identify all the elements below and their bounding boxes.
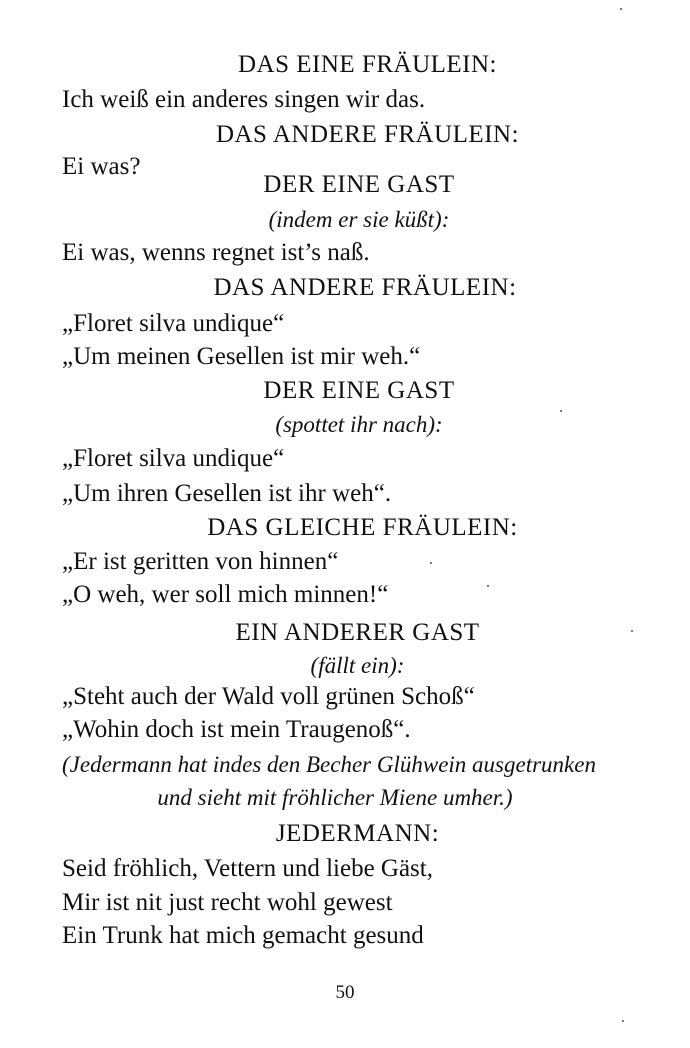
verse-line: „Wohin doch ist mein Traugenoß“. <box>62 716 411 743</box>
verse-line: Ei was? <box>62 153 141 180</box>
verse-line: Ein Trunk hat mich gemacht gesund <box>62 922 424 949</box>
verse-line: „Steht auch der Wald voll grünen Schoß“ <box>62 683 475 710</box>
speaker-heading: DAS ANDERE FRÄULEIN: <box>213 274 517 301</box>
verse-line: „Um ihren Gesellen ist ihr weh“. <box>62 480 392 507</box>
verse-line: Ei was, wenns regnet ist’s naß. <box>62 239 370 266</box>
speaker-heading: DAS ANDERE FRÄULEIN: <box>215 121 520 148</box>
paper-speck <box>487 585 489 587</box>
speaker-heading: JEDERMANN: <box>275 820 440 847</box>
stage-direction: und sieht mit fröhlicher Miene umher.) <box>157 785 513 810</box>
stage-direction: (Jedermann hat indes den Becher Glühwein ausgetrunken <box>62 752 596 777</box>
verse-line: „Er ist geritten von hinnen“ <box>62 548 339 575</box>
verse-line: Seid fröhlich, Vettern und liebe Gäst, <box>62 855 433 882</box>
verse-line: „O weh, wer soll mich minnen!“ <box>62 581 389 608</box>
paper-speck <box>430 562 432 564</box>
paper-speck <box>622 1020 624 1022</box>
verse-line: Ich weiß ein anderes singen wir das. <box>62 86 426 113</box>
verse-line: „Floret silva undique“ <box>62 310 285 337</box>
speaker-heading: DAS GLEICHE FRÄULEIN: <box>207 514 518 541</box>
stage-direction: (indem er sie küßt): <box>268 207 450 232</box>
paper-speck <box>631 630 633 632</box>
verse-line: „Um meinen Gesellen ist mir weh.“ <box>62 343 421 370</box>
speaker-heading: DER EINE GAST <box>263 377 455 404</box>
page-number: 50 <box>335 982 355 1003</box>
speaker-heading: DAS EINE FRÄULEIN: <box>238 51 497 78</box>
stage-direction: (spottet ihr nach): <box>275 412 443 437</box>
verse-line: Mir ist nit just recht wohl gewest <box>62 889 393 916</box>
speaker-heading: EIN ANDERER GAST <box>235 619 480 646</box>
verse-line: „Floret silva undique“ <box>62 445 285 472</box>
paper-speck <box>620 8 622 10</box>
speaker-heading: DER EINE GAST <box>263 171 455 198</box>
paper-speck <box>560 410 562 412</box>
stage-direction: (fällt ein): <box>310 653 405 678</box>
